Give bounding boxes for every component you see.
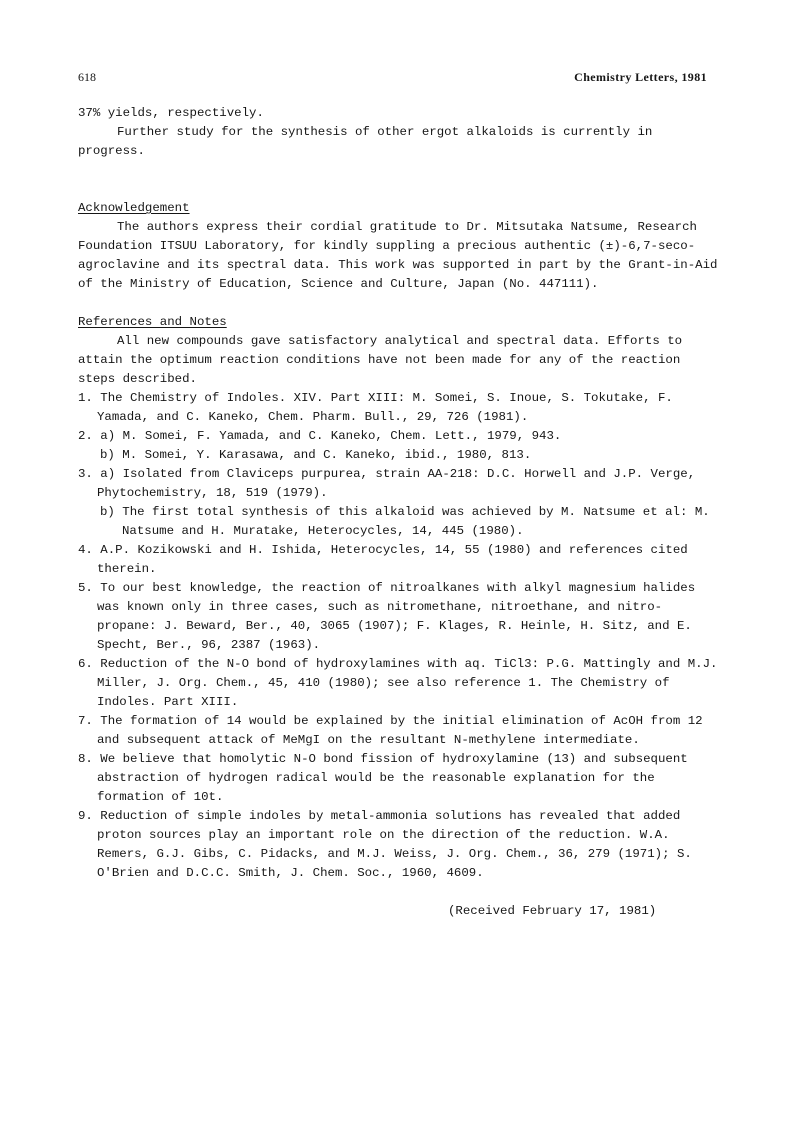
reference-item: 9. Reduction of simple indoles by metal-ammonia solutions has revealed that added proton sources play an important role on the direction of the reduction. W.A. Remers, G.J. Gibs, C. Pidacks, and M.J. Weiss, J. Org. Chem., 36, 279 (1971); S. O'Brien and D.C.C. Smith, J. Chem. Soc., 1960, 4609. bbox=[78, 809, 692, 880]
journal-name: Chemistry Letters, 1981 bbox=[574, 70, 707, 84]
continued-text: 37% yields, respectively. bbox=[78, 106, 264, 120]
reference-item: 2. a) M. Somei, F. Yamada, and C. Kaneko, Chem. Lett., 1979, 943. bbox=[78, 429, 562, 443]
acknowledgement-text: The authors express their cordial gratitude to Dr. Mitsutaka Natsume, Research Foundation ITSUU Laboratory, for kindly suppling a precious authentic (±)-6,7-seco-agroclavine and its spectral data. This work was supported in part by the Grant-in-Aid of the Ministry of Education, Science and Culture, Japan (No. 447111). bbox=[78, 220, 718, 291]
reference-item: 4. A.P. Kozikowski and H. Ishida, Heterocycles, 14, 55 (1980) and references cited therein. bbox=[78, 543, 688, 576]
reference-item: 6. Reduction of the N-O bond of hydroxylamines with aq. TiCl3: P.G. Mattingly and M.J. Miller, J. Org. Chem., 45, 410 (1980); see also reference 1. The Chemistry of Indoles. Part XIII. bbox=[78, 657, 718, 709]
document-body bbox=[78, 104, 718, 883]
reference-subitem: b) M. Somei, Y. Karasawa, and C. Kaneko, ibid., 1980, 813. bbox=[100, 448, 532, 462]
reference-item: 1. The Chemistry of Indoles. XIV. Part XIII: M. Somei, S. Inoue, S. Tokutake, F. Yamada, and C. Kaneko, Chem. Pharm. Bull., 29, 726 (1981). bbox=[78, 391, 673, 424]
page-number: 618 bbox=[78, 70, 96, 84]
reference-item: 5. To our best knowledge, the reaction of nitroalkanes with alkyl magnesium halides was known only in three cases, such as nitromethane, nitroethane, and nitro-propane: J. Beward, Ber., 40, 3065 (1907); F. Klages, R. Heinle, H. Sitz, and E. Specht, Ber., 96, 2387 (1963). bbox=[78, 581, 696, 652]
reference-item: 8. We believe that homolytic N-O bond fission of hydroxylamine (13) and subsequent abstraction of hydrogen radical would be the reasonable explanation for the formation of 10t. bbox=[78, 752, 688, 804]
references-intro: All new compounds gave satisfactory analytical and spectral data. Efforts to attain the optimum reaction conditions have not been made for any of the reaction steps described. bbox=[78, 334, 683, 386]
reference-list bbox=[78, 389, 718, 883]
reference-subitem: b) The first total synthesis of this alkaloid was achieved by M. Natsume et al: M. Natsume and H. Muratake, Heterocycles, 14, 445 (1980). bbox=[100, 505, 710, 538]
reference-item: 3. a) Isolated from Claviceps purpurea, strain AA-218: D.C. Horwell and J.P. Verge, Phytochemistry, 18, 519 (1979). bbox=[78, 467, 696, 500]
reference-item: 7. The formation of 14 would be explained by the initial elimination of AcOH from 12 and subsequent attack of MeMgI on the resultant N-methylene intermediate. bbox=[78, 714, 703, 747]
references-heading: References and Notes bbox=[78, 315, 227, 329]
received-date: (Received February 17, 1981) bbox=[448, 904, 657, 918]
progress-paragraph: Further study for the synthesis of other ergot alkaloids is currently in progress. bbox=[78, 125, 653, 158]
page-header bbox=[78, 70, 707, 90]
acknowledgement-heading: Acknowledgement bbox=[78, 201, 190, 215]
